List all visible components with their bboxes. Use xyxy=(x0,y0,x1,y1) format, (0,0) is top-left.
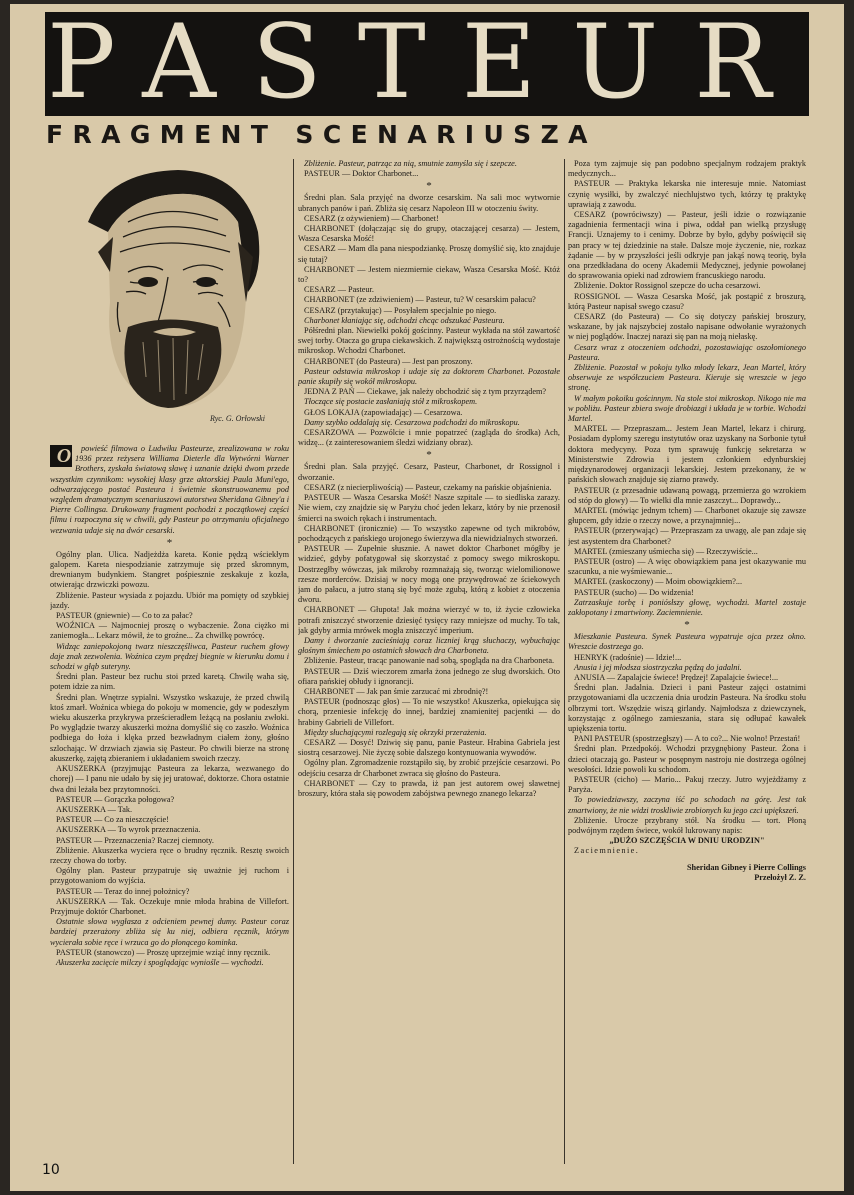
paragraph: MARTEL (mówiąc jednym tchem) — Charbonet okazuje się zawsze głupcem, gdy idzie o rzeczy nowe, a przynajmniej... xyxy=(568,505,806,526)
paragraph: Damy szybko oddalają się. Cesarzowa podchodzi do mikroskopu. xyxy=(304,417,520,427)
paragraph: CESARZ (powróciwszy) — Pasteur, jeśli idzie o rozwiązanie zagadnienia fermentacji wina i piwa, oddał pan wielką przysługę Francji. Uznajemy to i cenimy. Dobrze by było, gdyby poświęcił się pan pracy w tej dziedzinie na stałe. Dalsze moje życzenie, nie, rozkaz żądanie — by w przyszłości jeśli odkryje pan jakąś nową teorię, była ona przedkładana do oceny Akademii Medycznej, jedynie powołanej do sprawowania opieki nad zdrowiem francuskiego narodu. xyxy=(568,210,806,281)
paragraph: Średni plan. Pasteur bez ruchu stoi przed karetą. Chwilę waha się, potem idzie za nim. xyxy=(50,672,289,692)
paragraph: CHARBONET (ironicznie) — To wszystko zapewne od tych mikrobów, pochodzących z pańskiego urojonego świerzywa dla niewidzialnych stworzeń. xyxy=(298,523,560,543)
paragraph: Średni plan. Jadalnia. Dzieci i pani Pasteur zajęci ostatnimi przygotowaniami dla uczczenia dnia urodzin Pasteura. Na środku stołu olbrzymi tort. Wszędzie wiszą girlandy. Najmłodsza z dziewczynek, korzystając z ogólnego zamieszania, stara się odłupać kawałek upiększenia tortu. xyxy=(568,683,806,733)
paragraph: Ogólny plan. Ulica. Nadjeżdża kareta. Konie pędzą wściekłym galopem. Kareta niespodzianie zatrzymuje się przed skromnym, drewnianym budynkiem. Stangret pośpiesznie zeskakuje z kozła, otwierając drzwiczki powozu. xyxy=(50,549,289,590)
page-number: 10 xyxy=(42,1162,60,1178)
paragraph: Między słuchającymi rozlegają się okrzyki przerażenia. xyxy=(304,727,487,737)
paragraph: ROSSIGNOL — Wasza Cesarska Mość, jak postąpić z broszurą, którą Pasteur napisał swego czasu? xyxy=(568,291,806,311)
paragraph: PASTEUR (sucho) — Do widzenia! xyxy=(574,587,694,597)
paragraph: PASTEUR — Gorączka połogowa? xyxy=(56,794,175,804)
paragraph: JEDNA Z PAŃ — Ciekawe, jak należy obchodzić się z tym przyrządem? xyxy=(304,387,547,397)
paragraph: PASTEUR — Doktor Charbonet... xyxy=(304,169,419,179)
paragraph: GŁOS LOKAJA (zapowiadając) — Cesarzowa. xyxy=(304,407,463,417)
paragraph: Cesarz wraz z otoczeniem odchodzi, pozostawiając oszołomionego Pasteura. xyxy=(568,342,806,362)
paragraph: CESARZ (z ożywieniem) — Charbonet! xyxy=(304,213,439,223)
paragraph: CESARZ (przytakując) — Posyłałem specjalnie po niego. xyxy=(304,305,497,315)
translator-signature: Przełożył Z. Z. xyxy=(754,872,806,882)
paragraph: CHARBONET (do Pasteura) — Jest pan proszony. xyxy=(304,356,473,366)
paragraph: AKUSZERKA — To wyrok przeznaczenia. xyxy=(56,825,201,835)
paragraph: Zbliżenie. Akuszerka wyciera ręce o brudny ręcznik. Resztę swoich rzeczy chowa do torby. xyxy=(50,845,289,865)
paragraph: CESARZ (do Pasteura) — Co się dotyczy pańskiej broszury, wskazane, by jak najszybciej zostało napisane odwołanie wyrażonych w niej poglądów. Inaczej narazi się pan na moją niełaskę. xyxy=(568,312,806,342)
paragraph: Akuszerka zacięcie milczy i spoglądając wyniośle — wychodzi. xyxy=(56,957,264,967)
author-signature: Sheridan Gibney i Pierre Collings xyxy=(686,862,806,872)
separator-star: * xyxy=(426,449,432,462)
magazine-page xyxy=(10,4,844,1191)
paragraph: PASTEUR — Teraz do innej położnicy? xyxy=(56,886,190,896)
paragraph: CHARBONET (dołączając się do grupy, otaczającej cesarza) — Jestem, Wasza Cesarska Mość! xyxy=(298,224,560,244)
article-column-1 xyxy=(50,444,289,1164)
paragraph: ANUSIA — Zapalajcie świece! Prędzej! Zapalajcie świece!... xyxy=(574,672,779,682)
paragraph: CHARBONET — Czy to prawda, iż pan jest autorem owej sławetnej broszury, która stała się powodem zabójstwa pewnego znanego lekarza? xyxy=(298,778,560,798)
paragraph: PASTEUR (przerywając) — Przepraszam za uwagę, ale pan zdaje się jest asystentem dra Charbonet? xyxy=(568,526,806,546)
portrait-illustration xyxy=(68,162,268,412)
paragraph: Zbliżenie. Pasteur, tracąc panowanie nad sobą, spogląda na dra Charboneta. xyxy=(304,656,555,666)
paragraph: Średni plan. Przedpokój. Wchodzi przygnębiony Pasteur. Żona i dzieci otaczają go. Pasteur w posępnym nastroju nie dostrzega ogólnej wesołości. Idzie powoli ku schodom. xyxy=(568,744,806,774)
paragraph: MARTEL (zaskoczony) — Moim obowiązkiem?... xyxy=(574,577,743,587)
paragraph: CHARBONET — Głupota! Jak można wierzyć w to, iż życie człowieka potrafi zniszczyć stworzenie dziesięć tysięcy razy mniejsze od muchy. To tak, jak gdyby armia mrówek mogła zniszczyć imperium. xyxy=(298,605,560,635)
paragraph: Mieszkanie Pasteura. Synek Pasteura wypatruje ojca przez okno. Wreszcie dostrzega go. xyxy=(568,632,806,652)
paragraph: Ostatnie słowa wygłasza z odcieniem pewnej dumy. Pasteur coraz bardziej przerażony zbliża się ku niej, odbiera ręcznik, którym wycierała sobie ręce i wrzuca go do płonącego kominka. xyxy=(50,917,289,947)
separator-star: * xyxy=(684,619,690,632)
paragraph: AKUSZERKA (przyjmując Pasteura za lekarza, wezwanego do chorej) — I panu nie udało by się jej uratować, doktorze. Chora ostatnie dwa dni leżała bez przytomności. xyxy=(50,764,289,794)
paragraph: Widząc zaniepokojoną twarz nieszczęśliwca, Pasteur ruchem głowy daje znak zezwolenia. Woźnica czym prędzej biegnie w kierunku domu i schodzi w głąb suteryny. xyxy=(50,641,289,672)
paragraph: PASTEUR (podnosząc głos) — To nie wszystko! Akuszerka, opiekująca się chorą, przeniesie infekcję do innej, bardziej znamienitej pacjentki — do hrabiny Gabrieli de Villefort. xyxy=(298,697,560,727)
paragraph: Ogólny plan. Zgromadzenie rozstąpiło się, by zrobić przejście cesarzowi. Po odejściu cesarza dr Charbonet zwraca się głośno do Pasteura. xyxy=(298,758,560,778)
column-divider xyxy=(293,159,294,1164)
paragraph: PASTEUR (z przesadnie udawaną powagą, przemierza go wzrokiem od stóp do głowy) — To wielki dla mnie zaszczyt... Doprawdy... xyxy=(568,485,806,505)
paragraph: MARTEL (zmieszany uśmiecha się) — Rzeczywiście... xyxy=(574,546,758,556)
paragraph: Średni plan. Wnętrze sypialni. Wszystko wskazuje, że przed chwilą ktoś zmarł. Woźnica wbiega do pokoju w momencie, gdy w podeszłym wieku akuszerka przykrywa prześcieradłem leżącą na posłaniu zwłoki. Po wyglądzie twarzy akuszerki można domyślić się co zaszło. Woźnica podbiega do łoża i klęka przed bezwładnym ciałem żony, głośno szlochając. W drzwiach zjawia się Pasteur. Po chwili bierze na stronę akuszerkę, zajętą zbieraniem i układaniem swoich rzeczy. xyxy=(50,692,289,763)
paragraph: Charbonet kłaniając się, odchodzi chcąc odszukać Pasteura. xyxy=(304,315,505,325)
paragraph: Zbliżenie. Doktor Rossignol szepcze do ucha cesarzowi. xyxy=(574,281,761,291)
paragraph: CESARZ — Mam dla pana niespodziankę. Proszę domyślić się, kto znajduje się tutaj? xyxy=(298,244,560,264)
paragraph: HENRYK (radośnie) — Idzie!... xyxy=(574,652,682,662)
paragraph: PASTEUR — Przeznaczenia? Raczej ciemnoty. xyxy=(56,835,214,845)
article-intro: O powieść filmowa o Ludwiku Pasteurze, zrealizowana w roku 1936 przez reżysera Williama Dieterle dla Wytwórni Warner Brothers, zyskała światową sławę i uznanie dzięki dwom przede wszystkim czynnikom: wysokiej klasy grze aktorskiej Paula Muni'ego, odtwarzającego postać Pasteura i świetnie skonstruowanemu pod względem dramatycznym scenariuszowi autorstwa Sheridana Gibney'a i Pierre Collingsa. Drukowany fragment pochodzi z początkowej części filmu i rozpoczyna się w chwili, gdy Pasteur po otrzymaniu oficjalnego wezwania udaje się na dwór cesarski. xyxy=(50,444,289,535)
paragraph: Zatrzaskuje torbę i poniósłszy głowę, wychodzi. Martel zostaje zakłopotany i zmartwiony. Zaciemnienie. xyxy=(568,597,806,617)
paragraph: CESARZ — Pasteur. xyxy=(304,285,374,295)
separator-star: * xyxy=(426,180,432,193)
article-column-2 xyxy=(298,159,560,1164)
column-divider xyxy=(564,159,565,1164)
paragraph: Półśredni plan. Niewielki pokój gościnny. Pasteur wykłada na stół zawartość swej torby. Otacza go grupa ciekawskich. Z największą ostrożnością wydostaje mikroskop. Wchodzi Charbonet. xyxy=(298,326,560,356)
paragraph: CESARZOWA — Pozwólcie i mnie popatrzeć (zagląda do środka) Ach, widzę... (z zainteresowaniem śledzi widziany obraz). xyxy=(298,428,560,448)
paragraph: Średni plan. Sala przyjęć. Cesarz, Pasteur, Charbonet, dr Rossignol i dworzanie. xyxy=(298,462,560,482)
paragraph: PANI PASTEUR (spostrzegłszy) — A to co?... Nie wolno! Przestań! xyxy=(574,734,801,744)
paragraph: Anusia i jej młodsza siostrzyczka pędzą do jadalni. xyxy=(574,662,742,672)
paragraph: Poza tym zajmuje się pan podobno specjalnym rodzajem praktyk medycznych... xyxy=(568,159,806,179)
paragraph: CHARBONET (ze zdziwieniem) — Pasteur, tu? W cesarskim pałacu? xyxy=(304,295,536,305)
paragraph: Zbliżenie. Urocze przybrany stół. Na środku — tort. Płoną podwójnym rzędem świece, wokół lukrowany napis: xyxy=(568,815,806,835)
paragraph: PASTEUR (stanowczo) — Proszę uprzejmie wziąć inny ręcznik. xyxy=(56,947,271,957)
paragraph: WOŹNICA — Najmocniej proszę o wybaczenie. Żona ciężko mi zaniemogła... Lekarz mówił, że to groźne... Za chwilkę powrócę. xyxy=(50,621,289,641)
paragraph: PASTEUR — Wasza Cesarska Mość! Nasze szpitale — to siedliska zarazy. Nie wiem, czy znajdzie się w Paryżu choć jeden lekarz, który by nie przenosił śmierci na swoich rękach i instrumentach. xyxy=(298,493,560,523)
paragraph: PASTEUR — Praktyka lekarska nie interesuje mnie. Natomiast czynię wysiłki, by zwalczyć niechlujstwo tych, którzy tę praktykę uprawiają z zawodu. xyxy=(568,179,806,209)
masthead-banner xyxy=(45,4,809,122)
paragraph: AKUSZERKA — Tak. Oczekuje mnie młoda hrabina de Villefort. Przyjmuje doktór Charbonet. xyxy=(50,896,289,916)
paragraph: Ogólny plan. Pasteur przypatruje się uważnie jej ruchom i przygotowaniom do wyjścia. xyxy=(50,866,289,886)
paragraph: CHARBONET — Jak pan śmie zarzucać mi zbrodnię?! xyxy=(304,686,489,696)
paragraph: Zaciemnienie. xyxy=(574,846,640,856)
paragraph: PASTEUR (cicho) — Mario... Pakuj rzeczy. Jutro wyjeżdżamy z Paryża. xyxy=(568,774,806,795)
paragraph: MARTEL — Przepraszam... Jestem Jean Martel, lekarz i chirurg. Posiadam dyplomy szeregu instytutów oraz uzyskany na Sorbonie tytuł doktora medycyny. Poza tym sprawuję funkcję sekretarza w Ministerstwie Zdrowia i jestem członkiem edynburskiej międzynarodowej organizacji lekarskiej. Jestem przekonany, że w pańskich słowach znajduje się ziarno prawdy. xyxy=(568,424,806,485)
paragraph: PASTEUR (ostro) — A więc obowiązkiem pana jest okazywanie mu szacunku, a nie wyśmiewanie... xyxy=(568,556,806,577)
paragraph: PASTEUR — Dziś wieczorem zmarła żona jednego ze sług dworskich. Oto ofiara pańskiej obłudy i ignorancji. xyxy=(298,666,560,686)
paragraph: Pasteur odstawia mikroskop i udaje się za doktorem Charbonet. Pozostałe panie skupiły się wokół mikroskopu. xyxy=(298,366,560,387)
page-subtitle: FRAGMENT SCENARIUSZA xyxy=(46,120,597,149)
paragraph: Damy i dworzanie zacieśniają coraz liczniej krąg słuchaczy, wybuchając głośnym śmiechem po ostatnich słowach dra Charboneta. xyxy=(298,635,560,656)
page-title: PASTEUR xyxy=(46,4,808,122)
paragraph: Tłoczące się postacie zasłaniają stół z mikroskopem. xyxy=(304,397,478,407)
paragraph: W małym pokoiku gościnnym. Na stole stoi mikroskop. Nikogo nie ma w pobliżu. Pasteur zbiera swoje drobiazgi i układa je w torbie. Wchodzi Martel. xyxy=(568,393,806,424)
paragraph: PASTEUR — Co za nieszczęście! xyxy=(56,815,169,825)
paragraph: Zbliżenie. Pasteur, patrząc za nią, smutnie zamyśla się i szepcze. xyxy=(304,159,517,168)
paragraph: PASTEUR — Zupełnie słusznie. A nawet doktor Charbonet mógłby je widzieć, gdyby pofatygował się skorzystać z pomocy swego mikroskopu. Dostrzegłby wówczas, jak mikroby rozmnażają się, tworząc wielomilionowe rzesze morderców. Dzisiaj w nocy mogą one przywędrować ze ściekowych jam do pałacu, a jutro staną się być może zgubą, którą z kobiet z otoczenia dworu. xyxy=(298,544,560,605)
paragraph: Zbliżenie. Pozostał w pokoju tylko młody lekarz, Jean Martel, który obserwuje ze współczuciem Pasteura. Kieruje się wreszcie w jego stronę. xyxy=(568,363,806,393)
paragraph: PASTEUR (gniewnie) — Co to za pałac? xyxy=(56,611,193,621)
separator-star: * xyxy=(166,536,173,549)
paragraph: To powiedziawszy, zaczyna iść po schodach na górę. Jest tak zmartwiony, że nie widzi troskliwie zrobionych ku jego czci upiększeń. xyxy=(568,795,806,815)
dropcap-o: O xyxy=(50,445,72,467)
paragraph: Średni plan. Sala przyjęć na dworze cesarskim. Na sali moc wytwornie ubranych panów i pań. Zbliża się cesarz Napoleon III w otoczeniu świty. xyxy=(298,193,560,213)
cake-inscription: „DUŻO SZCZĘŚCIA W DNIU URODZIN" xyxy=(609,836,765,846)
illustration-credit: Ryc. G. Orłowski xyxy=(210,414,265,423)
paragraph: Zbliżenie. Pasteur wysiada z pojazdu. Ubiór ma pomięty od szybkiej jazdy. xyxy=(50,590,289,610)
paragraph: CHARBONET — Jestem niezmiernie ciekaw, Wasza Cesarska Mość. Któż to? xyxy=(298,264,560,285)
paragraph: CESARZ — Dosyć! Dziwię się panu, panie Pasteur. Hrabina Gabriela jest siostrą cesarzowej. Nie życzę sobie dalszego kontynuowania wywodów. xyxy=(298,737,560,758)
article-column-3 xyxy=(568,159,806,1164)
paragraph: AKUSZERKA — Tak. xyxy=(56,804,133,814)
paragraph: CESARZ (z niecierpliwością) — Pasteur, czekamy na pańskie objaśnienia. xyxy=(304,482,552,492)
